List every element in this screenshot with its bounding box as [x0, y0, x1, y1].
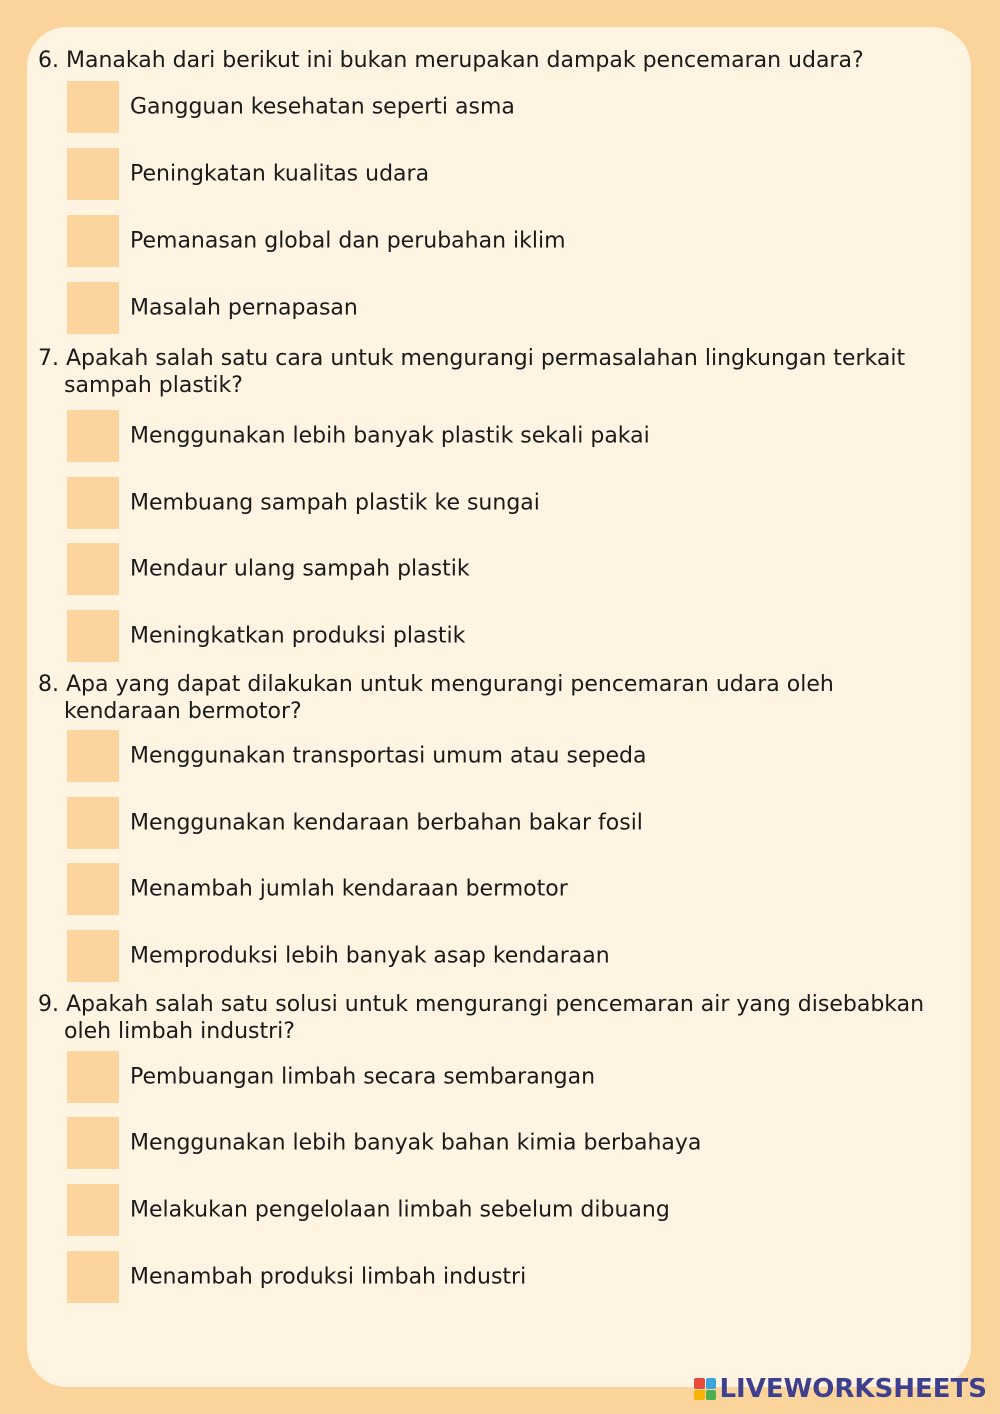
- option-7a: [67, 410, 927, 462]
- option-label: Menggunakan lebih banyak bahan kimia berbahaya: [130, 1130, 702, 1156]
- answer-checkbox[interactable]: [67, 610, 119, 662]
- question-7: 7. Apakah salah satu cara untuk mengurangi permasalahan lingkungan terkait sampah plastik?: [38, 346, 906, 398]
- option-label: Peningkatan kualitas udara: [130, 161, 430, 187]
- answer-checkbox[interactable]: [67, 282, 119, 334]
- option-8c: [67, 863, 927, 915]
- answer-checkbox[interactable]: [67, 81, 119, 133]
- option-6a: [67, 81, 927, 133]
- option-label: Menggunakan transportasi umum atau sepeda: [130, 743, 647, 769]
- option-label: Memproduksi lebih banyak asap kendaraan: [130, 943, 610, 969]
- option-label: Mendaur ulang sampah plastik: [130, 556, 470, 582]
- answer-checkbox[interactable]: [67, 1251, 119, 1303]
- liveworksheets-logo-icon: [694, 1378, 716, 1400]
- answer-checkbox[interactable]: [67, 797, 119, 849]
- answer-checkbox[interactable]: [67, 863, 119, 915]
- option-9c: [67, 1184, 927, 1236]
- option-6b: [67, 148, 927, 200]
- option-8b: [67, 797, 927, 849]
- answer-checkbox[interactable]: [67, 410, 119, 462]
- option-label: Melakukan pengelolaan limbah sebelum dibuang: [130, 1197, 670, 1223]
- question-8: 8. Apa yang dapat dilakukan untuk mengurangi pencemaran udara oleh kendaraan bermotor?: [38, 672, 834, 724]
- option-label: Masalah pernapasan: [130, 295, 358, 321]
- option-6c: [67, 215, 927, 267]
- answer-checkbox[interactable]: [67, 543, 119, 595]
- answer-checkbox[interactable]: [67, 1184, 119, 1236]
- option-label: Meningkatkan produksi plastik: [130, 623, 466, 649]
- option-label: Pembuangan limbah secara sembarangan: [130, 1064, 596, 1090]
- option-9b: [67, 1117, 927, 1169]
- option-label: Menambah jumlah kendaraan bermotor: [130, 876, 568, 902]
- option-7c: [67, 543, 927, 595]
- liveworksheets-brand[interactable]: [694, 1374, 987, 1404]
- answer-checkbox[interactable]: [67, 148, 119, 200]
- option-label: Menggunakan kendaraan berbahan bakar fosil: [130, 810, 643, 836]
- option-8d: [67, 930, 927, 982]
- question-6: 6. Manakah dari berikut ini bukan merupakan dampak pencemaran udara?: [38, 48, 864, 73]
- answer-checkbox[interactable]: [67, 1117, 119, 1169]
- brand-name: LIVEWORKSHEETS: [719, 1374, 987, 1404]
- option-label: Menggunakan lebih banyak plastik sekali pakai: [130, 423, 650, 449]
- answer-checkbox[interactable]: [67, 730, 119, 782]
- answer-checkbox[interactable]: [67, 930, 119, 982]
- option-label: Membuang sampah plastik ke sungai: [130, 490, 540, 516]
- question-9: 9. Apakah salah satu solusi untuk mengurangi pencemaran air yang disebabkan oleh limbah industri?: [38, 992, 925, 1044]
- option-8a: [67, 730, 927, 782]
- answer-checkbox[interactable]: [67, 477, 119, 529]
- answer-checkbox[interactable]: [67, 1051, 119, 1103]
- option-label: Menambah produksi limbah industri: [130, 1264, 527, 1290]
- option-9d: [67, 1251, 927, 1303]
- option-label: Pemanasan global dan perubahan iklim: [130, 228, 566, 254]
- option-9a: [67, 1051, 927, 1103]
- answer-checkbox[interactable]: [67, 215, 119, 267]
- option-label: Gangguan kesehatan seperti asma: [130, 94, 515, 120]
- option-6d: [67, 282, 927, 334]
- option-7b: [67, 477, 927, 529]
- option-7d: [67, 610, 927, 662]
